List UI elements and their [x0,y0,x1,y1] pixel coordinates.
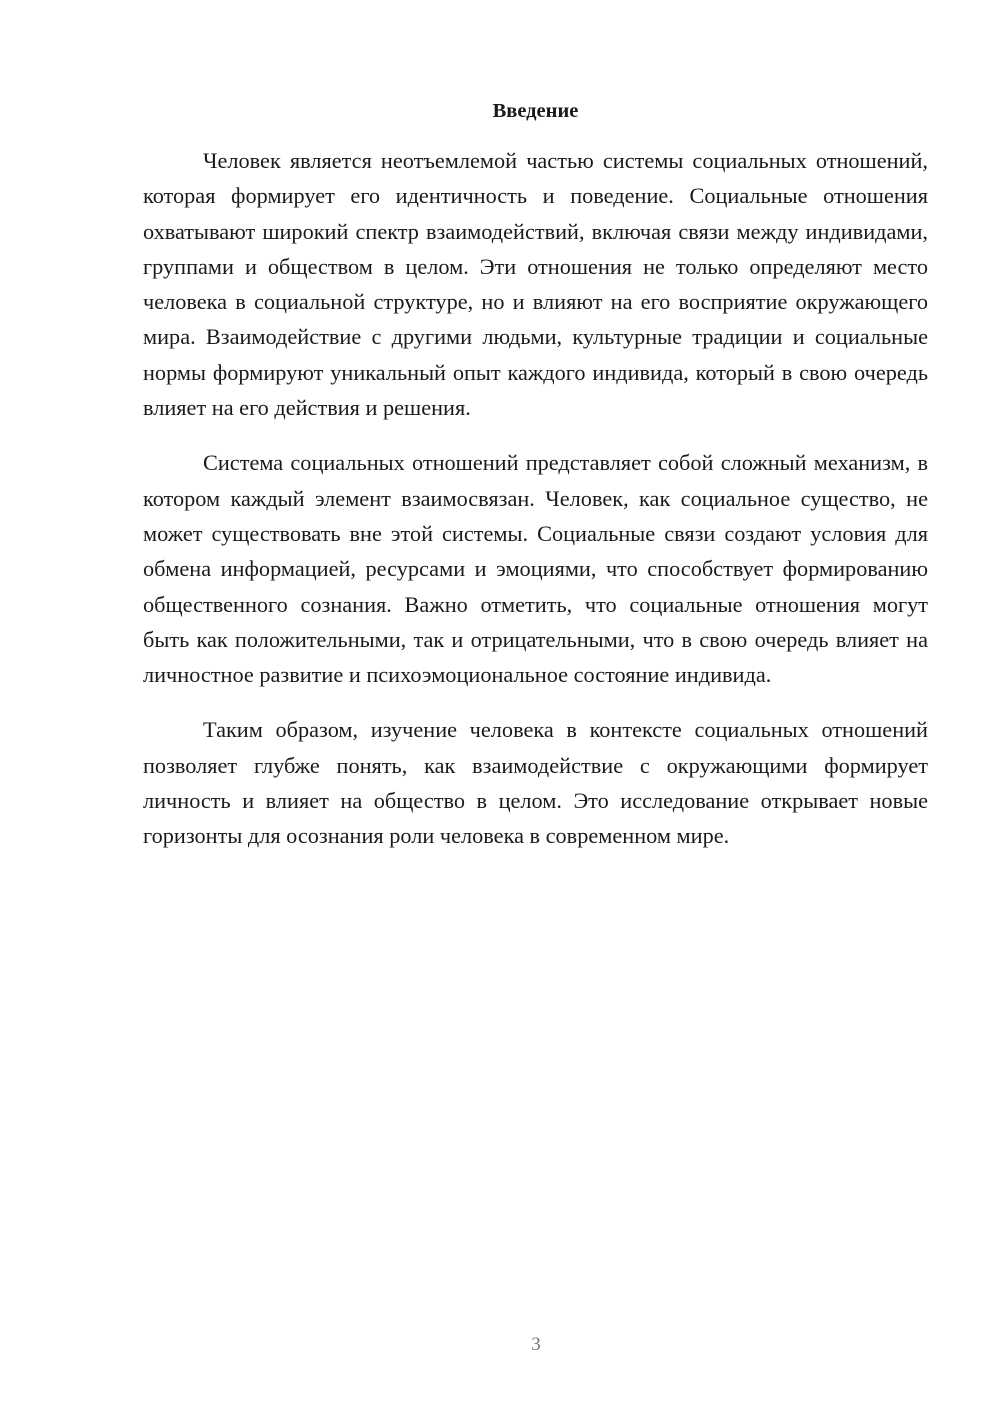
page-content [143,96,928,874]
paragraph-3: Таким образом, изучение человека в контексте социальных отношений позволяет глубже понять, как взаимодействие с окружающими формирует личность и влияет на общество в целом. Это исследование открывает новые горизонты для осознания роли человека в современном мире. [143,717,928,849]
paragraph-1: Человек является неотъемлемой частью системы социальных отношений, которая формирует его идентичность и поведение. Социальные отношения охватывают широкий спектр взаимодействий, включая связи между индивидами, группами и обществом в целом. Эти отношения не только определяют место человека в социальной структуре, но и влияют на его восприятие окружающего мира. Взаимодействие с другими людьми, культурные традиции и социальные нормы формируют уникальный опыт каждого индивида, который в свою очередь влияет на его действия и решения. [143,148,928,421]
page-number: 3 [531,1334,541,1355]
paragraph-2: Система социальных отношений представляет собой сложный механизм, в котором каждый элемент взаимосвязан. Человек, как социальное существо, не может существовать вне этой системы. Социальные связи создают условия для обмена информацией, ресурсами и эмоциями, что способствует формированию общественного сознания. Важно отметить, что социальные отношения могут быть как положительными, так и отрицательными, что в свою очередь влияет на личностное развитие и психоэмоциональное состояние индивида. [143,450,928,688]
section-title: Введение [492,100,579,122]
